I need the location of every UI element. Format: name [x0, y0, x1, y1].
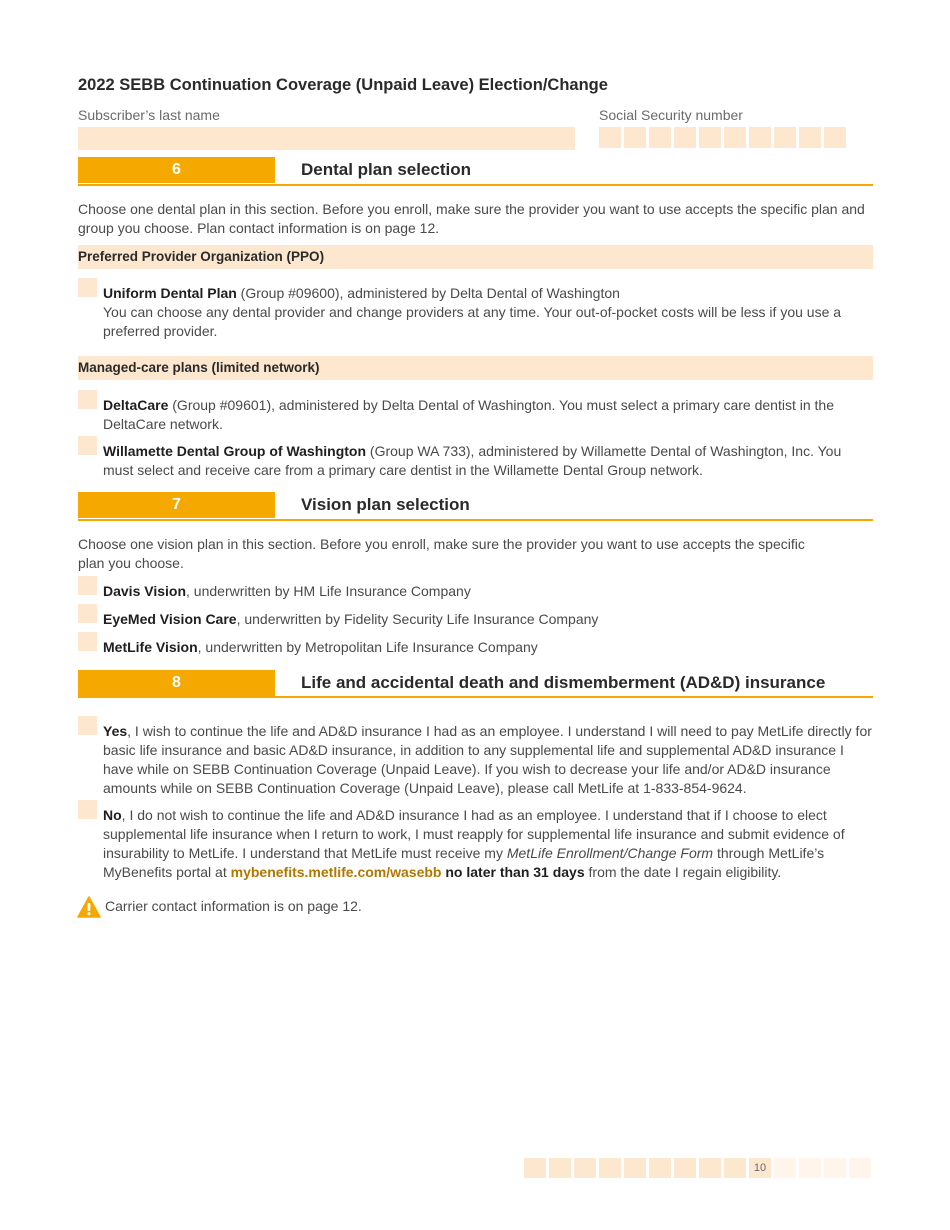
willamette-option: [103, 442, 873, 480]
uniform-dental-desc2: You can choose any dental provider and change providers at any time. Your out-of-pocket costs will be less if you use a preferred provider.: [103, 304, 842, 339]
page-box: [799, 1158, 821, 1178]
last-name-label: Subscriber’s last name: [78, 107, 220, 123]
ssn-digit-box[interactable]: [674, 127, 696, 148]
life-no-label: No: [103, 807, 122, 823]
ssn-digit-box[interactable]: [699, 127, 721, 148]
life-no-checkbox[interactable]: [78, 800, 97, 819]
life-no-desc-2: through MetLife’s MyBenefits portal at: [103, 845, 825, 880]
willamette-checkbox[interactable]: [78, 436, 97, 455]
davis-vision-desc: , underwritten by HM Life Insurance Company: [186, 583, 471, 599]
ssn-digit-box[interactable]: [624, 127, 646, 148]
ssn-digit-box[interactable]: [774, 127, 796, 148]
uniform-dental-checkbox[interactable]: [78, 278, 97, 297]
life-yes-option: [103, 722, 873, 798]
deltacare-option: [103, 396, 873, 434]
page-box: [674, 1158, 696, 1178]
ssn-digit-box[interactable]: [599, 127, 621, 148]
willamette-desc: (Group WA 733), administered by Willamette Dental of Washington, Inc. You must select and receive care from a primary care dentist in the Willamette Dental Group network.: [103, 443, 842, 478]
page-number: 10: [749, 1158, 771, 1178]
vision-intro: Choose one vision plan in this section. Before you enroll, make sure the provider you want to use accepts the specific plan you choose.: [78, 536, 805, 571]
page-box: [624, 1158, 646, 1178]
life-no-desc-1: , I do not wish to continue the life and AD&D insurance I had as an employee. I understand that if I choose to elect supplemental life insurance when I return to work, I must reapply for supplemental life insurance and submit evidence of insurability to MetLife. I understand that MetLife must receive my: [103, 807, 845, 861]
page-box: [549, 1158, 571, 1178]
metlife-vision-name: MetLife Vision: [103, 639, 198, 655]
page-box: [849, 1158, 871, 1178]
eyemed-checkbox[interactable]: [78, 604, 97, 623]
uniform-dental-name: Uniform Dental Plan: [103, 285, 237, 301]
ssn-digit-box[interactable]: [649, 127, 671, 148]
section-6-title: Dental plan selection: [301, 160, 472, 179]
life-no-desc-3: from the date I regain eligibility.: [584, 864, 782, 880]
uniform-dental-desc: (Group #09600), administered by Delta Dental of Washington: [236, 285, 620, 301]
ssn-label: Social Security number: [599, 107, 743, 123]
deltacare-desc: (Group #09601), administered by Delta Dental of Washington. You must select a primary care dentist in the DeltaCare network.: [103, 397, 834, 432]
life-yes-checkbox[interactable]: [78, 716, 97, 735]
ssn-digit-box[interactable]: [824, 127, 846, 148]
warning-icon: [77, 896, 101, 918]
section-8-rule: [78, 696, 873, 698]
section-8-number: 8: [78, 670, 275, 696]
life-yes-label: Yes: [103, 723, 128, 739]
section-7-rule: [78, 519, 873, 521]
eyemed-desc: , underwritten by Fidelity Security Life Insurance Company: [236, 611, 599, 627]
metlife-vision-checkbox[interactable]: [78, 632, 97, 651]
life-yes-desc: , I wish to continue the life and AD&D insurance I had as an employee. I understand I will need to pay MetLife directly for basic life insurance and basic AD&D insurance, in addition to any supplemental life and supplemental AD&D insurance I have while on SEBB Continuation Coverage (Unpaid Leave). If you wish to decrease your life and/or AD&D insurance amounts while on SEBB Continuation Coverage (Unpaid Leave), please call MetLife at 1-833-854-9624.: [103, 723, 872, 796]
page-box: [524, 1158, 546, 1178]
ssn-digit-box[interactable]: [799, 127, 821, 148]
davis-vision-name: Davis Vision: [103, 583, 187, 599]
ssn-field[interactable]: [599, 127, 846, 148]
page-box: [724, 1158, 746, 1178]
ssn-digit-box[interactable]: [749, 127, 771, 148]
page-indicator: [524, 1158, 871, 1178]
ssn-digit-box[interactable]: [724, 127, 746, 148]
page-box: [824, 1158, 846, 1178]
page-box: [574, 1158, 596, 1178]
life-no-option: [103, 806, 873, 882]
ppo-heading: Preferred Provider Organization (PPO): [78, 245, 873, 269]
eyemed-option: [103, 610, 873, 629]
deltacare-checkbox[interactable]: [78, 390, 97, 409]
deltacare-name: DeltaCare: [103, 397, 169, 413]
uniform-dental-option: [103, 284, 873, 341]
metlife-vision-desc: , underwritten by Metropolitan Life Insurance Company: [197, 639, 538, 655]
metlife-vision-option: [103, 638, 873, 657]
page-box: [599, 1158, 621, 1178]
carrier-contact-note: Carrier contact information is on page 12.: [105, 898, 362, 914]
eyemed-name: EyeMed Vision Care: [103, 611, 237, 627]
page-box: [649, 1158, 671, 1178]
davis-vision-option: [103, 582, 873, 601]
form-title: 2022 SEBB Continuation Coverage (Unpaid Leave) Election/Change: [78, 76, 608, 94]
page-box: [699, 1158, 721, 1178]
dental-intro: Choose one dental plan in this section. Before you enroll, make sure the provider you want to use accepts the specific plan and group you choose. Plan contact information is on page 12.: [78, 201, 865, 236]
metlife-portal-link[interactable]: mybenefits.metlife.com/wasebb: [230, 864, 442, 880]
last-name-field[interactable]: [78, 127, 575, 150]
section-8-title: Life and accidental death and dismemberment (AD&D) insurance: [301, 673, 826, 692]
davis-vision-checkbox[interactable]: [78, 576, 97, 595]
page-box: [774, 1158, 796, 1178]
deadline-text: no later than 31 days: [441, 864, 585, 880]
section-6-number: 6: [78, 157, 275, 183]
managed-care-heading: Managed-care plans (limited network): [78, 356, 873, 380]
section-7-number: 7: [78, 492, 275, 518]
metlife-form-name: MetLife Enrollment/Change Form: [506, 845, 714, 861]
section-6-rule: [78, 184, 873, 186]
willamette-name: Willamette Dental Group of Washington: [103, 443, 367, 459]
section-7-title: Vision plan selection: [301, 495, 470, 514]
